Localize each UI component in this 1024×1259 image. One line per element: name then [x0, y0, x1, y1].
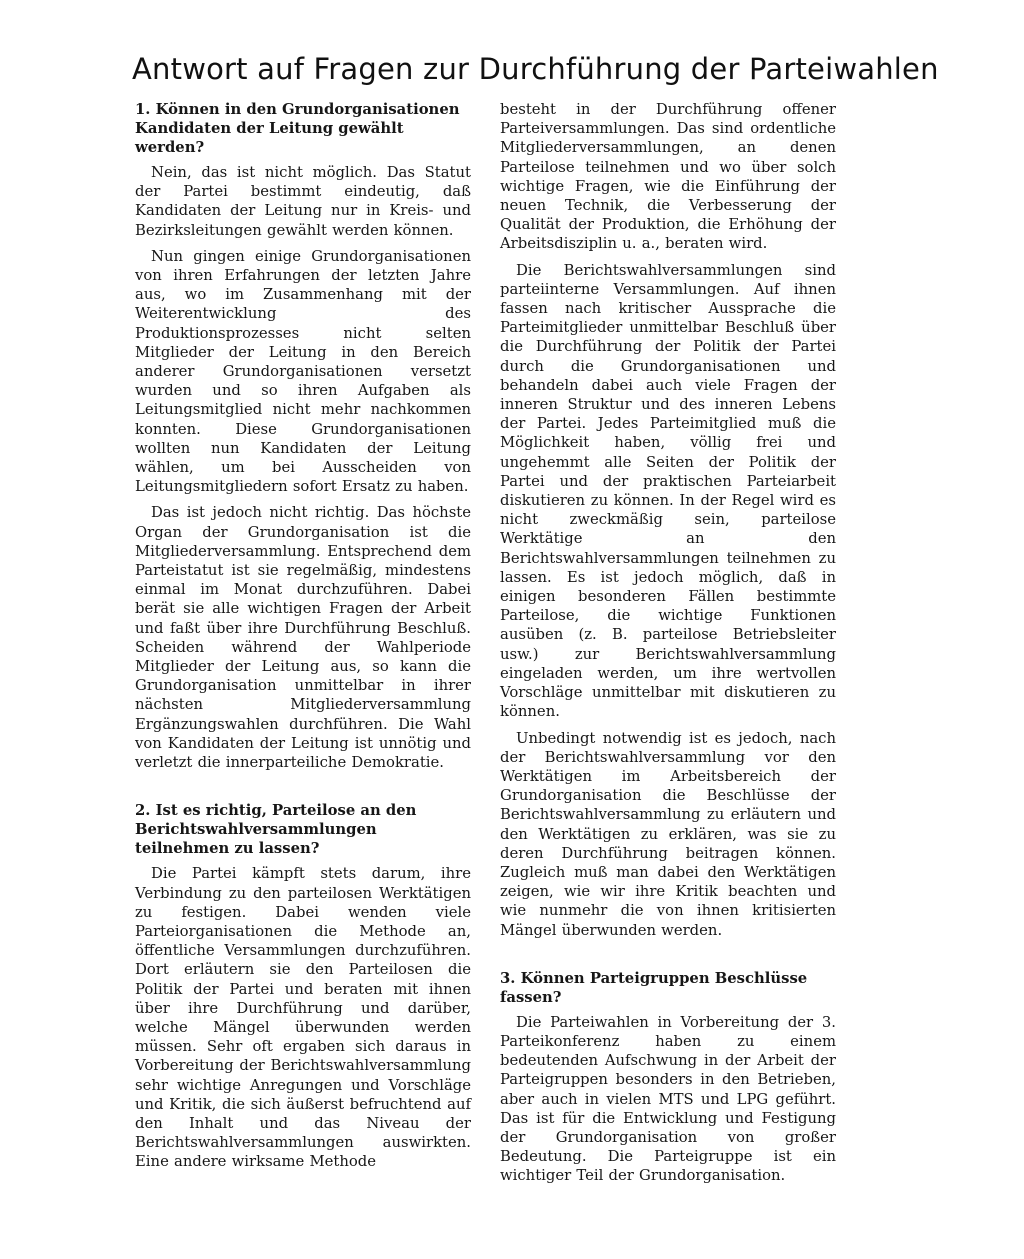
right-column [500, 100, 836, 1193]
section-3-heading: 3. Können Parteigruppen Beschlüsse fassen? [500, 969, 808, 1006]
page-title: Antwort auf Fragen zur Durchführung der Parteiwahlen [132, 52, 939, 86]
section-1-heading: 1. Können in den Grundorganisationen Kandidaten der Leitung gewählt werden? [135, 101, 460, 156]
left-column [135, 100, 471, 1179]
section-1-paragraph-1: Nein, das ist nicht möglich. Das Statut der Partei bestimmt eindeutig, daß Kandidaten der Leitung nur in Kreis- und Bezirksleitungen gewählt werden können. [135, 164, 471, 239]
section-2-heading: 2. Ist es richtig, Parteilose an den Berichtswahlversammlungen teilnehmen zu lassen? [135, 802, 417, 858]
section-gap [135, 779, 471, 801]
section-2-paragraph-3: Unbedingt notwendig ist es jedoch, nach der Berichtswahlversammlung vor den Werktätigen im Arbeitsbereich der Grundorganisation die Beschlüsse der Berichtswahlversammlung zu erläutern und den Werktätigen zu erklären, was sie zu deren Durchführung beitragen können. Zugleich muß man dabei den Werktätigen zeigen, wie wir ihre Kritik beachten und wie nunmehr die von ihnen kritisierten Mängel überwunden werden. [500, 729, 836, 939]
section-2-paragraph-1-continued: besteht in der Durchführung offener Parteiversammlungen. Das sind ordentliche Mitgliederversammlungen, an denen Parteilose teilnehmen und wo über solch wichtige Fragen, wie die Einführung der neuen Technik, die Verbesserung der Qualität der Produktion, die Erhöhung der Arbeitsdisziplin u. a., beraten wird. [500, 101, 836, 253]
section-2-paragraph-2: Die Berichtswahlversammlungen sind parteiinterne Versammlungen. Auf ihnen fassen nach kritischer Aussprache die Parteimitglieder unmittelbar Beschluß über die Durchführung der Politik der Partei durch die Grundorganisationen und behandeln dabei auch viele Fragen der inneren Struktur und des inneren Lebens der Partei. Jedes Parteimitglied muß die Möglichkeit haben, völlig frei und ungehemmt alle Seiten der Politik der Partei und der praktischen Parteiarbeit diskutieren zu können. In der Regel wird es nicht zweckmäßig sein, parteilose Werktätige an den Berichtswahlversammlungen teilnehmen zu lassen. Es ist jedoch möglich, daß in einigen besonderen Fällen bestimmte Parteilose, die wichtige Funktionen ausüben (z. B. parteilose Betriebsleiter usw.) zur Berichtswahlversammlung eingeladen werden, um ihre wertvollen Vorschläge unmittelbar mit diskutieren zu können. [500, 261, 836, 721]
section-gap [500, 947, 836, 969]
section-1-paragraph-2: Nun gingen einige Grundorganisationen von ihren Erfahrungen der letzten Jahre aus, wo im Zusammenhang mit der Weiterentwicklung des Produktionsprozesses nicht selten Mitglieder der Leitung in den Bereich anderer Grundorganisationen versetzt wurden und so ihren Aufgaben als Leitungsmitglied nicht mehr nachkommen konnten. Diese Grundorganisationen wollten nun Kandidaten der Leitung wählen, um bei Ausscheiden von Leitungsmitgliedern sofort Ersatz zu haben. [135, 247, 471, 496]
section-3-paragraph-1: Die Parteiwahlen in Vorbereitung der 3. Parteikonferenz haben zu einem bedeutenden Aufschwung in der Arbeit der Parteigruppen besonders in den Betrieben, aber auch in vielen MTS und LPG geführt. Das ist für die Entwicklung und Festigung der Grundorganisation von großer Bedeutung. Die Parteigruppe ist ein wichtiger Teil der Grundorganisation. [500, 1013, 836, 1185]
section-2-paragraph-1: Die Partei kämpft stets darum, ihre Verbindung zu den parteilosen Werktätigen zu festigen. Dabei wenden viele Parteiorganisationen die Methode an, öffentliche Versammlungen durchzuführen. Dort erläutern sie den Parteilosen die Politik der Partei und beraten mit ihnen über ihre Durchführung und darüber, welche Mängel überwunden werden müssen. Sehr oft ergaben sich daraus in Vorbereitung der Berichtswahlversammlung sehr wichtige Anregungen und Vorschläge und Kritik, die sich äußerst befruchtend auf den Inhalt und das Niveau der Berichtswahlversammlungen auswirkten. Eine andere wirksame Methode [135, 865, 471, 1171]
section-1-paragraph-3: Das ist jedoch nicht richtig. Das höchste Organ der Grundorganisation ist die Mitgliederversammlung. Entsprechend dem Parteistatut ist sie regelmäßig, mindestens einmal im Monat durchzuführen. Dabei berät sie alle wichtigen Fragen der Arbeit und faßt über ihre Durchführung Beschluß. Scheiden während der Wahlperiode Mitglieder der Leitung aus, so kann die Grundorganisation unmittelbar in ihrer nächsten Mitgliederversammlung Ergänzungswahlen durchführen. Die Wahl von Kandidaten der Leitung ist unnötig und verletzt die innerparteiliche Demokratie. [135, 504, 471, 772]
